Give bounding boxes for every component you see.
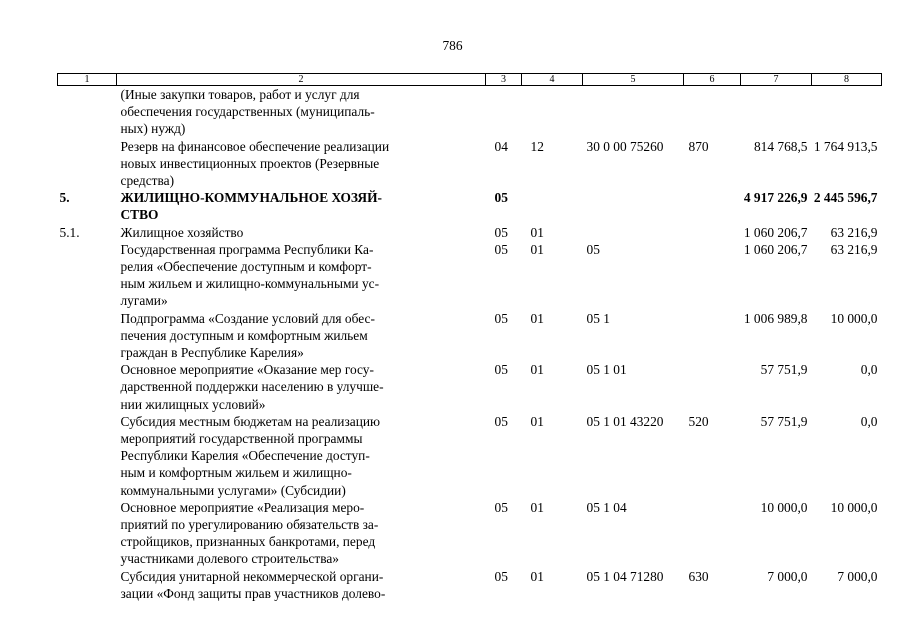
column-header-3: 3 [486, 74, 522, 86]
amount-year-2: 63 216,9 [830, 241, 878, 257]
row-number [58, 568, 117, 602]
section-code: 05 [494, 310, 508, 326]
row-description [117, 499, 486, 568]
amount-year-2: 0,0 [860, 362, 878, 378]
amount-year-1: 1 060 206,7 [743, 224, 808, 240]
row-description [117, 568, 486, 602]
description-line: средства) [120, 173, 175, 189]
row-description [117, 241, 486, 310]
row-number [58, 86, 117, 138]
target-article-code [583, 224, 684, 241]
expense-type-code [684, 86, 741, 138]
column-header-2: 2 [117, 74, 486, 86]
row-number [58, 241, 117, 310]
row-description [117, 310, 486, 362]
row-number [58, 499, 117, 568]
amount-year-1: 1 006 989,8 [743, 310, 808, 326]
target-article-code: 05 1 [586, 310, 610, 326]
expense-type-code [684, 241, 741, 310]
subsection-code: 01 [530, 241, 544, 257]
row-number [58, 361, 117, 413]
column-header-6: 6 [684, 74, 741, 86]
subsection-code [522, 86, 583, 138]
amount-year-1: 814 768,5 [753, 138, 808, 154]
description-line: Резерв на финансовое обеспечение реализации [120, 138, 390, 154]
description-line: ЖИЛИЩНО-КОММУНАЛЬНОЕ ХОЗЯЙ- [120, 190, 382, 206]
amount-year-1: 7 000,0 [767, 568, 808, 584]
table-row [58, 241, 882, 310]
table-row [58, 224, 882, 241]
row-description [117, 138, 486, 190]
section-code: 05 [494, 413, 508, 429]
amount-year-2: 63 216,9 [830, 224, 878, 240]
amount-year-2: 10 000,0 [830, 499, 878, 515]
description-line: Республики Карелия «Обеспечение доступ- [120, 448, 370, 464]
row-description [117, 224, 486, 241]
expense-type-code [684, 224, 741, 241]
budget-table [57, 73, 882, 602]
amount-year-1 [741, 86, 812, 138]
row-number: 5. [59, 190, 70, 206]
section-code: 05 [494, 362, 508, 378]
section-code [486, 86, 522, 138]
column-header-7: 7 [741, 74, 812, 86]
amount-year-2: 0,0 [860, 413, 878, 429]
description-line: СТВО [120, 207, 159, 223]
target-article-code: 05 1 01 43220 [586, 413, 664, 429]
table-row [58, 413, 882, 499]
expense-type-code [684, 189, 741, 223]
description-line: новых инвестиционных проектов (Резервные [120, 155, 380, 171]
amount-year-1: 57 751,9 [760, 362, 808, 378]
subsection-code: 01 [530, 413, 544, 429]
subsection-code: 01 [530, 499, 544, 515]
amount-year-1: 4 917 226,9 [743, 190, 808, 206]
description-line: нии жилищных условий» [120, 396, 266, 412]
table-body [58, 86, 882, 603]
table-row [58, 499, 882, 568]
section-code: 04 [494, 138, 508, 154]
description-line: Основное мероприятие «Реализация меро- [120, 499, 365, 515]
amount-year-2: 1 764 913,5 [813, 138, 878, 154]
target-article-code [583, 189, 684, 223]
description-line: Основное мероприятие «Оказание мер госу- [120, 362, 374, 378]
amount-year-1: 10 000,0 [760, 499, 808, 515]
description-line: релия «Обеспечение доступным и комфорт- [120, 259, 372, 275]
expense-type-code: 520 [688, 413, 709, 429]
target-article-code [583, 86, 684, 138]
expense-type-code: 870 [688, 138, 709, 154]
description-line: дарственной поддержки населению в улучше- [120, 379, 384, 395]
table-row [58, 138, 882, 190]
row-number: 5.1. [59, 224, 80, 240]
row-description [117, 86, 486, 138]
subsection-code [522, 189, 583, 223]
row-description [117, 361, 486, 413]
description-line: стройщиков, признанных банкротами, перед [120, 534, 376, 550]
description-line: Жилищное хозяйство [120, 224, 244, 240]
row-number [58, 138, 117, 190]
amount-year-2: 7 000,0 [837, 568, 878, 584]
table-row [58, 86, 882, 138]
table-row [58, 310, 882, 362]
description-line: Подпрограмма «Создание условий для обес- [120, 310, 375, 326]
description-line: приятий по урегулированию обязательств за- [120, 517, 379, 533]
expense-type-code [684, 310, 741, 362]
table-row [58, 361, 882, 413]
target-article-code: 05 1 04 [586, 499, 627, 515]
row-number [58, 413, 117, 499]
description-line: обеспечения государственных (муниципаль- [120, 104, 375, 120]
amount-year-2: 10 000,0 [830, 310, 878, 326]
description-line: зации «Фонд защиты прав участников долево- [120, 585, 386, 601]
section-code: 05 [494, 224, 508, 240]
subsection-code: 01 [530, 224, 544, 240]
expense-type-code: 630 [688, 568, 709, 584]
expense-type-code [684, 499, 741, 568]
description-line: Субсидия местным бюджетам на реализацию [120, 413, 381, 429]
amount-year-2: 2 445 596,7 [813, 190, 878, 206]
row-number [58, 310, 117, 362]
target-article-code: 05 [586, 241, 600, 257]
amount-year-1: 57 751,9 [760, 413, 808, 429]
section-code: 05 [494, 499, 508, 515]
row-description [117, 189, 486, 223]
description-line: печения доступным и комфортным жильем [120, 327, 368, 343]
subsection-code: 01 [530, 568, 544, 584]
amount-year-2 [812, 86, 882, 138]
expense-type-code [684, 361, 741, 413]
target-article-code: 30 0 00 75260 [586, 138, 664, 154]
description-line: Субсидия унитарной некоммерческой органи- [120, 568, 384, 584]
amount-year-1: 1 060 206,7 [743, 241, 808, 257]
column-header-8: 8 [812, 74, 882, 86]
section-code: 05 [494, 568, 508, 584]
subsection-code: 12 [530, 138, 544, 154]
description-line: коммунальными услугами» (Субсидии) [120, 482, 346, 498]
column-number-header [58, 74, 882, 86]
section-code: 05 [494, 241, 508, 257]
description-line: ным жильем и жилищно-коммунальными ус- [120, 276, 380, 292]
column-header-1: 1 [58, 74, 117, 86]
description-line: лугами» [120, 293, 168, 309]
column-header-5: 5 [583, 74, 684, 86]
description-line: ным и комфортным жильем и жилищно- [120, 465, 352, 481]
row-description [117, 413, 486, 499]
table-row [58, 189, 882, 223]
subsection-code: 01 [530, 310, 544, 326]
description-line: (Иные закупки товаров, работ и услуг для [120, 87, 360, 102]
target-article-code: 05 1 04 71280 [586, 568, 664, 584]
description-line: ных) нужд) [120, 121, 186, 137]
description-line: участниками долевого строительства» [120, 551, 339, 567]
description-line: мероприятий государственной программы [120, 431, 363, 447]
subsection-code: 01 [530, 362, 544, 378]
column-header-4: 4 [522, 74, 583, 86]
description-line: Государственная программа Республики Ка- [120, 241, 374, 257]
table-row [58, 568, 882, 602]
target-article-code: 05 1 01 [586, 362, 627, 378]
section-code: 05 [494, 190, 508, 206]
page-number: 786 [442, 38, 463, 53]
description-line: граждан в Республике Карелия» [120, 345, 304, 361]
